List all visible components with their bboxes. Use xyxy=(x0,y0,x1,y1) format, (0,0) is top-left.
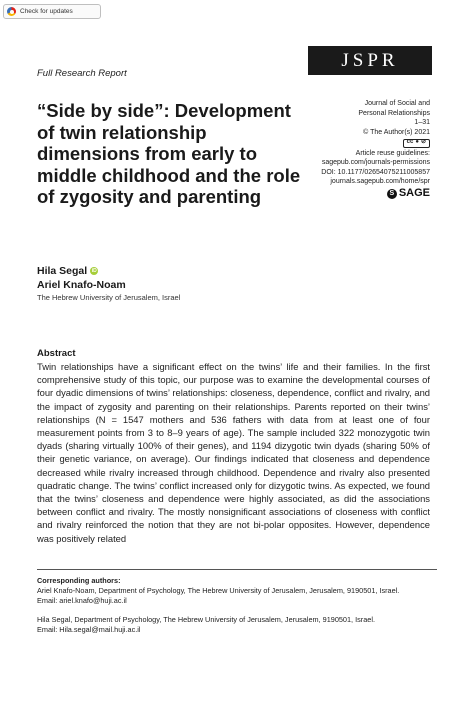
correspondence-block xyxy=(37,576,437,635)
affiliation: The Hebrew University of Jerusalem, Israel xyxy=(37,293,181,302)
footnote-divider xyxy=(37,569,437,570)
check-for-updates-label: Check for updates xyxy=(20,8,73,15)
sage-s-icon: S xyxy=(387,189,397,199)
reuse-guidelines-link[interactable]: sagepub.com/journals-permissions xyxy=(321,159,430,167)
copyright: © The Author(s) 2021 xyxy=(363,128,430,136)
author2-address: Hila Segal, Department of Psychology, The Hebrew University of Jerusalem, Jerusalem, 9190501, Israel. xyxy=(37,614,375,624)
sage-logo-text: SAGE xyxy=(398,187,430,200)
author-name: Hila Segal xyxy=(37,265,88,277)
abstract xyxy=(37,348,430,545)
abstract-text: Twin relationships have a significant effect on the twins’ life and their families. In the first comprehensive study of this topic, our purpose was to examine the developmental courses of four dyadic dimensions of twins’ relationships: closeness, dependence, conflict and rivalry, and the impact of zygosity and parenting on their relationships. Parents reported on their twins’ relationships (N = 1547 mothers and 536 fathers with data from at least one of four measurement points from 3 to 8–9 years of age). The sample included 322 monozygotic twin dyads (sharing virtually 100% of their genes), and 1194 dizygotic twin dyads (sharing 50% of their genetic variance, on average). Our findings indicated that closeness and dependence decreased while rivalry increased through childhood. Dependence and rivalry also presented quadratic change. The twins’ conflict increased only for dizygotic twins. As expected, we found that the twins’ closeness and dependence were highly associated, as did the associations between conflict and rivalry. The mostly nonsignificant associations of closeness with conflict and rivalry reinforced the notion that they are not bi-polar opposites. However, dependence was positively related xyxy=(37,361,430,544)
article-title: “Side by side”: Development of twin relationship dimensions from early to middle childhood and the role of zygosity and parenting xyxy=(37,100,301,207)
journal-meta xyxy=(300,99,430,199)
article-type: Full Research Report xyxy=(37,68,127,79)
journal-url[interactable]: journals.sagepub.com/home/spr xyxy=(330,178,430,186)
page-range: 1–31 xyxy=(414,119,430,127)
spacer xyxy=(37,607,437,615)
journal-name-line-2: Personal Relationships xyxy=(358,109,430,117)
journal-logo: JSPR xyxy=(308,46,432,75)
check-for-updates-button[interactable] xyxy=(3,4,101,19)
author-2 xyxy=(37,278,180,292)
abstract-heading: Abstract xyxy=(37,348,76,359)
cc-license-label: cc xyxy=(406,139,414,146)
author2-email[interactable]: Email: Hila.segal@mail.huji.ac.il xyxy=(37,624,141,634)
author-name: Ariel Knafo-Noam xyxy=(37,279,126,291)
cc-nc-glyph: ⊘ xyxy=(420,139,426,146)
journal-name-line-1: Journal of Social and xyxy=(364,100,430,107)
cc-license-icon[interactable] xyxy=(403,139,430,148)
reuse-guidelines-label: Article reuse guidelines: xyxy=(355,149,430,157)
author1-email[interactable]: Email: ariel.knafo@huji.ac.il xyxy=(37,596,127,606)
author-block xyxy=(37,264,180,302)
doi[interactable]: DOI: 10.1177/02654075211005857 xyxy=(321,168,430,176)
crossmark-icon xyxy=(7,7,16,16)
orcid-icon[interactable]: iD xyxy=(91,268,97,274)
author-1 xyxy=(37,264,180,278)
correspondence-heading: Corresponding authors: xyxy=(37,576,121,585)
cc-person-glyph: ● xyxy=(415,139,419,146)
author1-address: Ariel Knafo-Noam, Department of Psychology, The Hebrew University of Jerusalem, Jerusalem, 9190501, Israel. xyxy=(37,586,400,596)
sage-logo xyxy=(387,189,430,199)
